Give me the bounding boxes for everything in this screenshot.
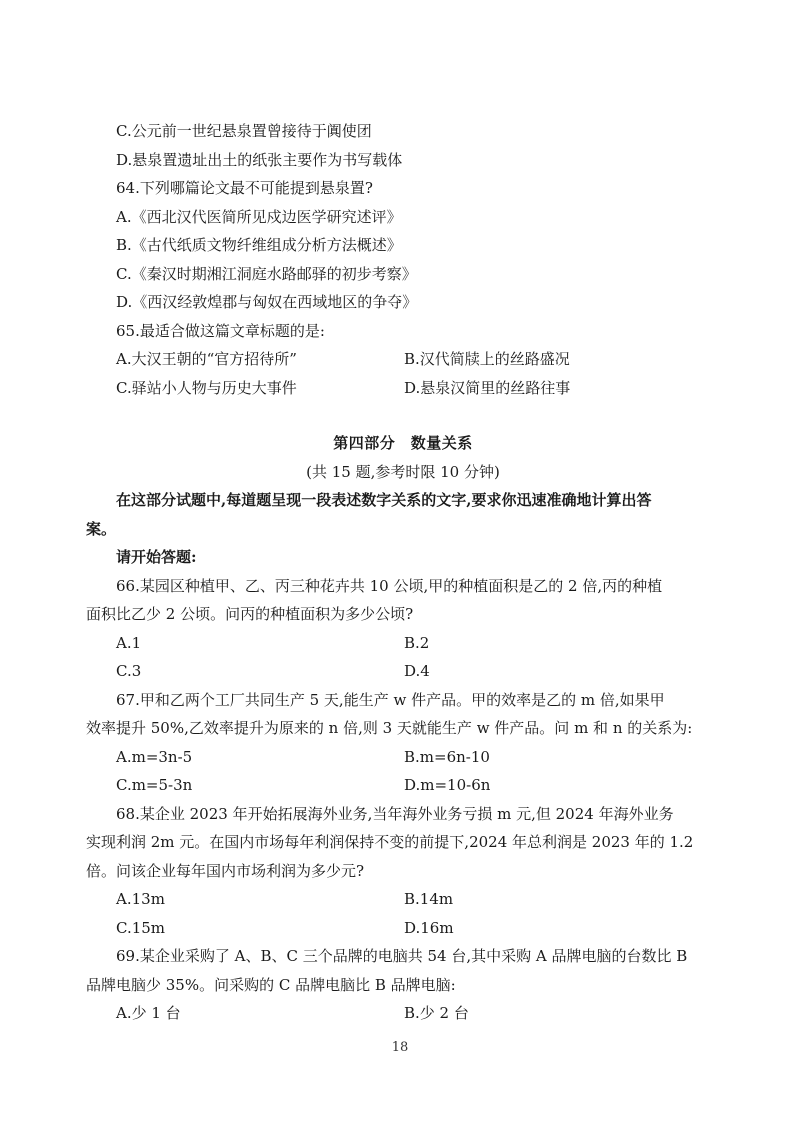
q64-option-d: D.《西汉经敦煌郡与匈奴在西域地区的争夺》: [116, 293, 418, 311]
q68-option-a: A.13m: [116, 890, 165, 908]
q67-options-row-1: [86, 743, 720, 772]
q63-option-d: D.悬泉置遗址出土的纸张主要作为书写载体: [116, 150, 403, 169]
q67-option-a: A.m=3n-5: [116, 747, 193, 766]
section-instruction-line-2: 案。: [86, 519, 117, 538]
q64-option-a: A.《西北汉代医简所见戍边医学研究述评》: [116, 207, 402, 226]
q66-options-row-2: [86, 657, 720, 686]
q69-options-row-1: [86, 999, 720, 1028]
q68-options-row-2: [86, 914, 720, 943]
q67-stem-line-1: 67.甲和乙两个工厂共同生产 5 天,能生产 w 件产品。甲的效率是乙的 m 倍,如果甲: [116, 690, 665, 709]
q69-stem-line-2: 品牌电脑少 35%。问采购的 C 品牌电脑比 B 品牌电脑:: [86, 975, 456, 994]
q68-stem-line-1: 68.某企业 2023 年开始拓展海外业务,当年海外业务亏损 m 元,但 2024 年海外业务: [116, 804, 674, 823]
q69-option-a: A.少 1 台: [116, 1004, 181, 1022]
q66-option-c: C.3: [116, 662, 142, 680]
q66-option-a: A.1: [116, 633, 142, 652]
q69-option-b: B.少 2 台: [404, 1004, 469, 1022]
q66-stem-line-1: 66.某园区种植甲、乙、丙三种花卉共 10 公顷,甲的种植面积是乙的 2 倍,丙的种植: [116, 576, 663, 595]
page-content: [86, 117, 720, 1028]
q65-options-row-2: [86, 374, 720, 403]
q66-option-d: D.4: [404, 662, 430, 680]
q68-stem-line-2: 实现利润 2m 元。在国内市场每年利润保持不变的前提下,2024 年总利润是 2023 年的 1.2: [86, 833, 694, 851]
q68-option-d: D.16m: [404, 918, 454, 937]
q66-stem-line-2: 面积比乙少 2 公顷。问丙的种植面积为多少公顷?: [86, 605, 414, 623]
q68-option-b: B.14m: [404, 890, 454, 908]
q67-option-c: C.m=5-3n: [116, 776, 193, 794]
q65-option-a: A.大汉王朝的“官方招待所”: [116, 350, 297, 368]
q69-stem-line-1: 69.某企业采购了 A、B、C 三个品牌的电脑共 54 台,其中采购 A 品牌电脑的台数比 B: [116, 947, 688, 965]
q67-options-row-2: [86, 771, 720, 800]
q68-options-row-1: [86, 885, 720, 914]
q66-options-row-1: [86, 629, 720, 658]
section-start-prompt: 请开始答题:: [116, 548, 197, 566]
q65-stem: 65.最适合做这篇文章标题的是:: [116, 321, 325, 340]
q65-options-row-1: [86, 345, 720, 374]
q64-stem: 64.下列哪篇论文最不可能提到悬泉置?: [116, 179, 373, 197]
q64-option-b: B.《古代纸质文物纤维组成分析方法概述》: [116, 236, 402, 254]
q65-option-b: B.汉代简牍上的丝路盛况: [404, 350, 570, 368]
page-number: 18: [391, 1040, 409, 1055]
q66-option-b: B.2: [404, 633, 430, 652]
section-subtitle: (共 15 题,参考时限 10 分钟): [306, 462, 500, 481]
q67-option-d: D.m=10-6n: [404, 776, 491, 794]
section-instruction-line-1: 在这部分试题中,每道题呈现一段表述数字关系的文字,要求你迅速准确地计算出答: [116, 491, 652, 509]
q67-stem-line-2: 效率提升 50%,乙效率提升为原来的 n 倍,则 3 天就能生产 w 件产品。问 m 和 n 的关系为:: [86, 719, 693, 737]
q68-option-c: C.15m: [116, 918, 166, 937]
q67-option-b: B.m=6n-10: [404, 747, 490, 766]
section-title: 第四部分 数量关系: [333, 434, 473, 452]
q65-option-c: C.驿站小人物与历史大事件: [116, 378, 297, 397]
q64-option-c: C.《秦汉时期湘江洞庭水路邮驿的初步考察》: [116, 264, 417, 283]
q68-stem-line-3: 倍。问该企业每年国内市场利润为多少元?: [86, 861, 365, 880]
q63-option-c: C.公元前一世纪悬泉置曾接待于阗使团: [116, 122, 372, 140]
q65-option-d: D.悬泉汉简里的丝路往事: [404, 378, 571, 397]
